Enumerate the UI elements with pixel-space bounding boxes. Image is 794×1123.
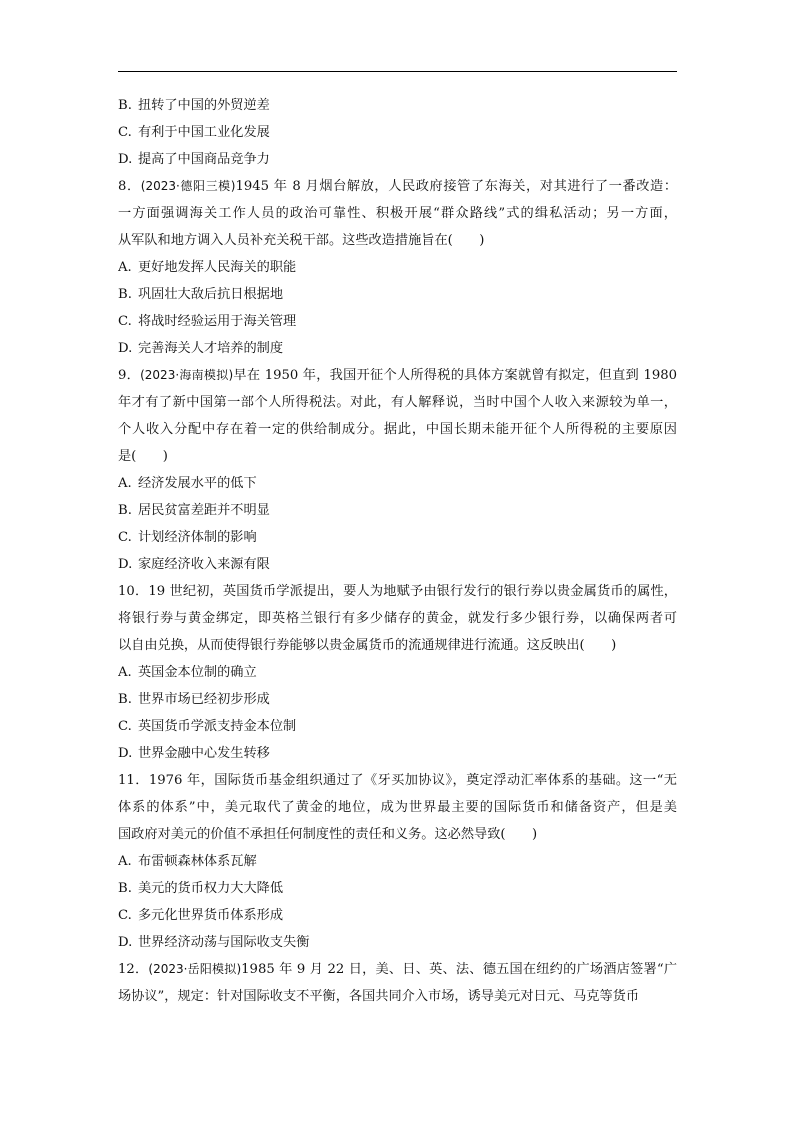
question-content xyxy=(118,92,677,1010)
option-label: B. xyxy=(118,881,132,896)
option-text: 计划经济体制的影响 xyxy=(138,530,257,545)
option-text: 居民贫富差距并不明显 xyxy=(138,503,270,518)
stem-text: 1945 年 8 月烟台解放，人民政府接管了东海关，对其进行了一番改造： xyxy=(235,179,677,194)
option-label: A. xyxy=(118,854,132,869)
answer-option xyxy=(118,875,677,902)
stem-line xyxy=(118,578,677,605)
question-number: 9． xyxy=(118,368,141,383)
option-text: 完善海关人才培养的制度 xyxy=(138,341,284,356)
stem-line xyxy=(118,443,677,470)
option-text: 世界金融中心发生转移 xyxy=(138,746,270,761)
option-label: A. xyxy=(118,665,132,680)
stem-text: 体系的体系”中，美元取代了黄金的地位，成为世界最主要的国际货币和储备资产，但是美 xyxy=(118,800,677,815)
stem-text: 年才有了新中国第一部个人所得税法。对此，有人解释说，当时中国个人收入来源较为单一， xyxy=(118,395,677,410)
option-label: C. xyxy=(118,125,132,140)
question-number: 10． xyxy=(118,584,149,599)
answer-option xyxy=(118,281,677,308)
option-text: 英国金本位制的确立 xyxy=(138,665,257,680)
question-number: 8． xyxy=(118,179,141,194)
option-text: 世界市场已经初步形成 xyxy=(138,692,270,707)
option-text: 提高了中国商品竞争力 xyxy=(138,152,270,167)
answer-option xyxy=(118,848,677,875)
stem-text: 个人收入分配中存在着一定的供给制成分。据此，中国长期未能开征个人所得税的主要原因 xyxy=(118,422,677,437)
option-label: D. xyxy=(118,935,133,950)
question-stem xyxy=(118,767,677,848)
stem-text: 一方面强调海关工作人员的政治可靠性、积极开展“群众路线”式的缉私活动；另一方面， xyxy=(118,206,677,221)
question-number: 12． xyxy=(118,962,149,977)
option-label: B. xyxy=(118,287,132,302)
stem-text: 将银行券与黄金绑定，即英格兰银行有多少储存的黄金，就发行多少银行券，以确保两者可 xyxy=(118,611,677,626)
option-text: 扭转了中国的外贸逆差 xyxy=(138,98,270,113)
question-stem xyxy=(118,578,677,659)
option-text: 有利于中国工业化发展 xyxy=(138,125,270,140)
option-text: 英国货币学派支持金本位制 xyxy=(138,719,297,734)
stem-line xyxy=(118,173,677,200)
option-label: C. xyxy=(118,314,132,329)
answer-option xyxy=(118,551,677,578)
stem-line xyxy=(118,362,677,389)
answer-option xyxy=(118,308,677,335)
stem-line xyxy=(118,794,677,821)
stem-text: 场协议”，规定：针对国际收支不平衡，各国共同介入市场，诱导美元对日元、马克等货币 xyxy=(118,989,640,1004)
option-label: D. xyxy=(118,746,133,761)
question-source: (2023·德阳三模) xyxy=(140,179,236,193)
stem-line xyxy=(118,416,677,443)
stem-line xyxy=(118,227,677,254)
question-stem xyxy=(118,956,677,1010)
question-stem xyxy=(118,362,677,470)
answer-option xyxy=(118,524,677,551)
answer-option xyxy=(118,902,677,929)
option-label: C. xyxy=(118,530,132,545)
stem-text: 1985 年 9 月 22 日，美、日、英、法、德五国在纽约的广场酒店签署“广 xyxy=(241,962,677,977)
answer-option xyxy=(118,146,677,173)
stem-line xyxy=(118,983,677,1010)
answer-option xyxy=(118,713,677,740)
stem-text: 从军队和地方调入人员补充关税干部。这些改造措施旨在( ) xyxy=(118,233,485,248)
answer-option xyxy=(118,740,677,767)
option-text: 多元化世界货币体系形成 xyxy=(138,908,284,923)
answer-option xyxy=(118,497,677,524)
option-label: B. xyxy=(118,692,132,707)
stem-text: 以自由兑换，从而使得银行券能够以贵金属货币的流通规律进行流通。这反映出( ) xyxy=(118,638,617,653)
stem-text: 早在 1950 年，我国开征个人所得税的具体方案就曾有拟定，但直到 1980 xyxy=(233,368,677,383)
option-label: D. xyxy=(118,557,133,572)
option-label: B. xyxy=(118,98,132,113)
option-text: 更好地发挥人民海关的职能 xyxy=(138,260,297,275)
option-label: A. xyxy=(118,476,132,491)
stem-text: 19 世纪初，英国货币学派提出，要人为地赋予由银行发行的银行券以贵金属货币的属性， xyxy=(148,584,677,599)
option-text: 将战时经验运用于海关管理 xyxy=(138,314,297,329)
stem-line xyxy=(118,821,677,848)
stem-text: 1976 年，国际货币基金组织通过了《牙买加协议》，奠定浮动汇率体系的基础。这一“无 xyxy=(148,773,677,788)
stem-line xyxy=(118,956,677,983)
option-text: 布雷顿森林体系瓦解 xyxy=(138,854,257,869)
stem-text: 国政府对美元的价值不承担任何制度性的责任和义务。这必然导致( ) xyxy=(118,827,538,842)
option-text: 经济发展水平的低下 xyxy=(138,476,257,491)
header-rule xyxy=(118,71,677,72)
option-label: C. xyxy=(118,719,132,734)
option-label: D. xyxy=(118,152,133,167)
option-text: 巩固壮大敌后抗日根据地 xyxy=(138,287,284,302)
answer-option xyxy=(118,335,677,362)
answer-option xyxy=(118,92,677,119)
question-source: (2023·岳阳模拟) xyxy=(148,962,242,976)
stem-text: 是( ) xyxy=(118,449,168,464)
answer-option xyxy=(118,929,677,956)
option-text: 美元的货币权力大大降低 xyxy=(138,881,284,896)
option-label: A. xyxy=(118,260,132,275)
answer-option xyxy=(118,470,677,497)
answer-option xyxy=(118,686,677,713)
option-label: D. xyxy=(118,341,133,356)
question-number: 11． xyxy=(118,773,149,788)
stem-line xyxy=(118,200,677,227)
option-text: 世界经济动荡与国际收支失衡 xyxy=(138,935,310,950)
stem-line xyxy=(118,767,677,794)
option-text: 家庭经济收入来源有限 xyxy=(138,557,270,572)
stem-line xyxy=(118,632,677,659)
question-stem xyxy=(118,173,677,254)
answer-option xyxy=(118,659,677,686)
option-label: B. xyxy=(118,503,132,518)
option-label: C. xyxy=(118,908,132,923)
answer-option xyxy=(118,119,677,146)
stem-line xyxy=(118,389,677,416)
stem-line xyxy=(118,605,677,632)
answer-option xyxy=(118,254,677,281)
question-source: (2023·海南模拟) xyxy=(140,368,234,382)
